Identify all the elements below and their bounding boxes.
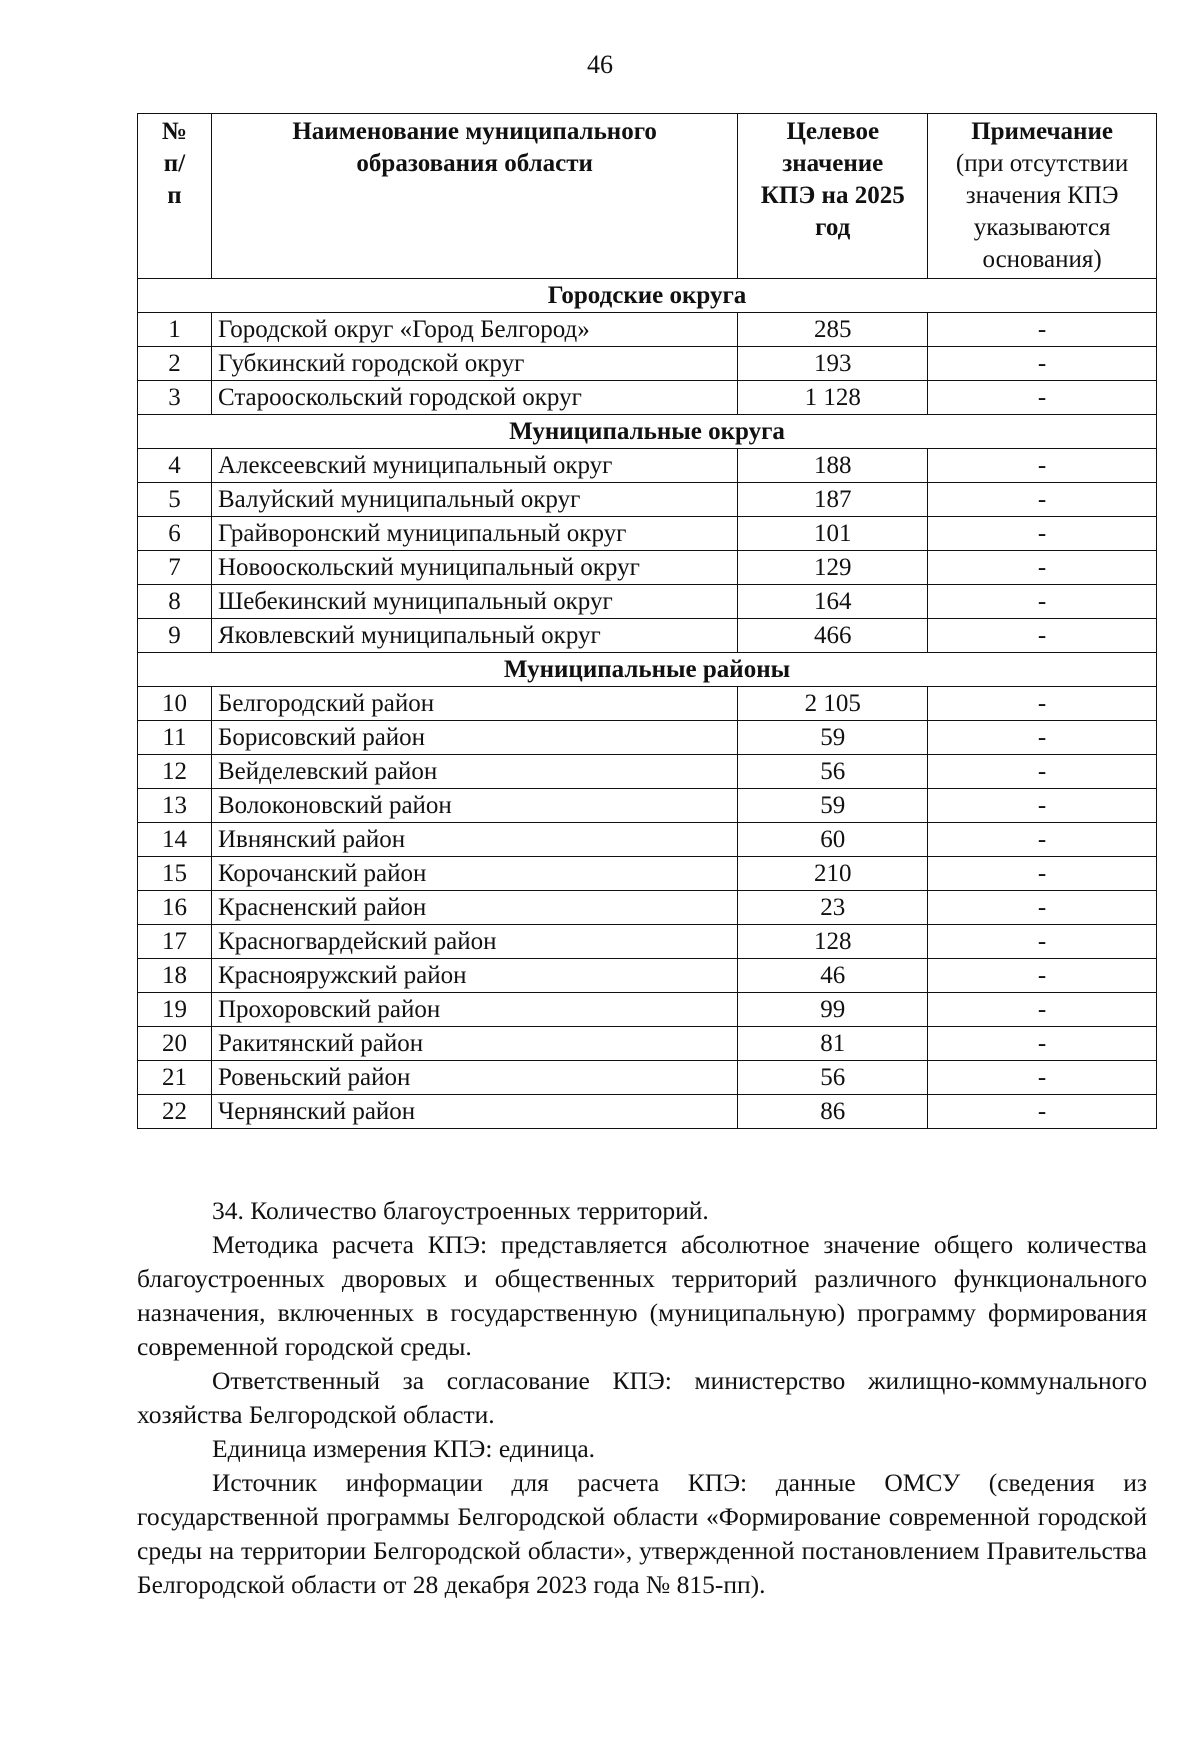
municipality-name: Валуйский муниципальный округ: [211, 483, 737, 517]
table-row: [138, 959, 1157, 993]
section-row: [138, 415, 1157, 449]
note-value: -: [928, 789, 1157, 823]
note-value: -: [928, 993, 1157, 1027]
note-value: -: [928, 721, 1157, 755]
row-number: 19: [138, 993, 212, 1027]
table-row: [138, 891, 1157, 925]
unit-paragraph: Единица измерения КПЭ: единица.: [212, 1434, 596, 1463]
target-value: 285: [738, 313, 928, 347]
table-row: [138, 449, 1157, 483]
table-row: [138, 755, 1157, 789]
municipality-name: Ракитянский район: [211, 1027, 737, 1061]
table-row: [138, 721, 1157, 755]
row-number: 14: [138, 823, 212, 857]
target-value: 23: [738, 891, 928, 925]
row-number: 3: [138, 381, 212, 415]
table-row: [138, 313, 1157, 347]
target-value: 56: [738, 1061, 928, 1095]
target-value: 101: [738, 517, 928, 551]
target-value: 129: [738, 551, 928, 585]
target-value: 128: [738, 925, 928, 959]
row-number: 7: [138, 551, 212, 585]
table-row: [138, 347, 1157, 381]
target-value: 56: [738, 755, 928, 789]
section-title: Муниципальные округа: [138, 415, 1157, 449]
note-value: -: [928, 381, 1157, 415]
section-title: Городские округа: [138, 279, 1157, 313]
note-value: -: [928, 925, 1157, 959]
header-note: [928, 114, 1157, 279]
row-number: 11: [138, 721, 212, 755]
table-row: [138, 857, 1157, 891]
target-value: 188: [738, 449, 928, 483]
header-target-value: Целевое значение КПЭ на 2025 год: [738, 114, 928, 279]
row-number: 13: [138, 789, 212, 823]
source-paragraph: Источник информации для расчета КПЭ: данные ОМСУ (сведения из государственной программы Белгородской области «Формирование современной городской среды на территории Белгородской области», утвержденной постановлением Правительства Белгородской области от 28 декабря 2023 года № 815-пп).: [137, 1468, 1147, 1599]
table-row: [138, 1095, 1157, 1129]
target-value: 193: [738, 347, 928, 381]
municipality-name: Волоконовский район: [211, 789, 737, 823]
row-number: 16: [138, 891, 212, 925]
table-row: [138, 381, 1157, 415]
municipality-name: Красненский район: [211, 891, 737, 925]
target-value: 2 105: [738, 687, 928, 721]
row-number: 18: [138, 959, 212, 993]
target-value: 164: [738, 585, 928, 619]
note-value: -: [928, 449, 1157, 483]
note-value: -: [928, 313, 1157, 347]
municipality-name: Старооскольский городской округ: [211, 381, 737, 415]
row-number: 5: [138, 483, 212, 517]
note-value: -: [928, 687, 1157, 721]
note-value: -: [928, 891, 1157, 925]
section-row: [138, 653, 1157, 687]
target-value: 210: [738, 857, 928, 891]
row-number: 1: [138, 313, 212, 347]
table-row: [138, 925, 1157, 959]
header-note-title: Примечание: [971, 118, 1113, 145]
municipality-name: Вейделевский район: [211, 755, 737, 789]
row-number: 22: [138, 1095, 212, 1129]
municipality-name: Ровеньский район: [211, 1061, 737, 1095]
row-number: 9: [138, 619, 212, 653]
page-number: 46: [587, 50, 613, 79]
header-note-text: (при отсутствии значения КПЭ указываются основания): [955, 150, 1129, 273]
row-number: 4: [138, 449, 212, 483]
table-row: [138, 1027, 1157, 1061]
row-number: 20: [138, 1027, 212, 1061]
target-value: 59: [738, 721, 928, 755]
note-value: -: [928, 823, 1157, 857]
note-value: -: [928, 551, 1157, 585]
municipality-name: Шебекинский муниципальный округ: [211, 585, 737, 619]
row-number: 2: [138, 347, 212, 381]
table-row: [138, 823, 1157, 857]
municipality-name: Корочанский район: [211, 857, 737, 891]
municipality-name: Яковлевский муниципальный округ: [211, 619, 737, 653]
municipality-name: Алексеевский муниципальный округ: [211, 449, 737, 483]
note-value: -: [928, 517, 1157, 551]
table-body: [138, 279, 1157, 1129]
table-header-row: [138, 114, 1157, 279]
table-row: [138, 789, 1157, 823]
target-value: 59: [738, 789, 928, 823]
note-value: -: [928, 755, 1157, 789]
municipality-name: Чернянский район: [211, 1095, 737, 1129]
target-value: 86: [738, 1095, 928, 1129]
row-number: 15: [138, 857, 212, 891]
row-number: 21: [138, 1061, 212, 1095]
note-value: -: [928, 585, 1157, 619]
target-value: 81: [738, 1027, 928, 1061]
municipality-name: Белгородский район: [211, 687, 737, 721]
responsible-paragraph: Ответственный за согласование КПЭ: министерство жилищно-коммунального хозяйства Белгородской области.: [137, 1366, 1147, 1429]
header-municipality: Наименование муниципального образования области: [211, 114, 737, 279]
note-value: -: [928, 619, 1157, 653]
row-number: 12: [138, 755, 212, 789]
municipality-name: Городской округ «Город Белгород»: [211, 313, 737, 347]
table-row: [138, 585, 1157, 619]
note-value: -: [928, 347, 1157, 381]
target-value: 1 128: [738, 381, 928, 415]
municipality-name: Грайворонский муниципальный округ: [211, 517, 737, 551]
row-number: 6: [138, 517, 212, 551]
row-number: 10: [138, 687, 212, 721]
target-value: 99: [738, 993, 928, 1027]
table-row: [138, 483, 1157, 517]
section-row: [138, 279, 1157, 313]
municipality-name: Новооскольский муниципальный округ: [211, 551, 737, 585]
target-value: 187: [738, 483, 928, 517]
municipality-name: Борисовский район: [211, 721, 737, 755]
note-value: -: [928, 857, 1157, 891]
header-number: № п/п: [138, 114, 212, 279]
target-value: 466: [738, 619, 928, 653]
note-value: -: [928, 1027, 1157, 1061]
table-row: [138, 993, 1157, 1027]
note-value: -: [928, 959, 1157, 993]
section-title: Муниципальные районы: [138, 653, 1157, 687]
row-number: 8: [138, 585, 212, 619]
municipality-name: Прохоровский район: [211, 993, 737, 1027]
target-value: 46: [738, 959, 928, 993]
table-row: [138, 1061, 1157, 1095]
municipality-name: Красногвардейский район: [211, 925, 737, 959]
note-value: -: [928, 483, 1157, 517]
item-heading: 34. Количество благоустроенных территорий.: [212, 1196, 709, 1225]
municipality-name: Ивнянский район: [211, 823, 737, 857]
row-number: 17: [138, 925, 212, 959]
table-row: [138, 687, 1157, 721]
kpe-description: [137, 1194, 1147, 1602]
methodology-paragraph: Методика расчета КПЭ: представляется абсолютное значение общего количества благоустроенных дворовых и общественных территорий различного функционального назначения, включенных в государственную (муниципальную) программу формирования современной городской среды.: [137, 1230, 1147, 1361]
kpe-table: [137, 113, 1157, 1129]
table-row: [138, 517, 1157, 551]
note-value: -: [928, 1061, 1157, 1095]
municipality-name: Губкинский городской округ: [211, 347, 737, 381]
target-value: 60: [738, 823, 928, 857]
table-row: [138, 619, 1157, 653]
note-value: -: [928, 1095, 1157, 1129]
municipality-name: Краснояружский район: [211, 959, 737, 993]
table-row: [138, 551, 1157, 585]
